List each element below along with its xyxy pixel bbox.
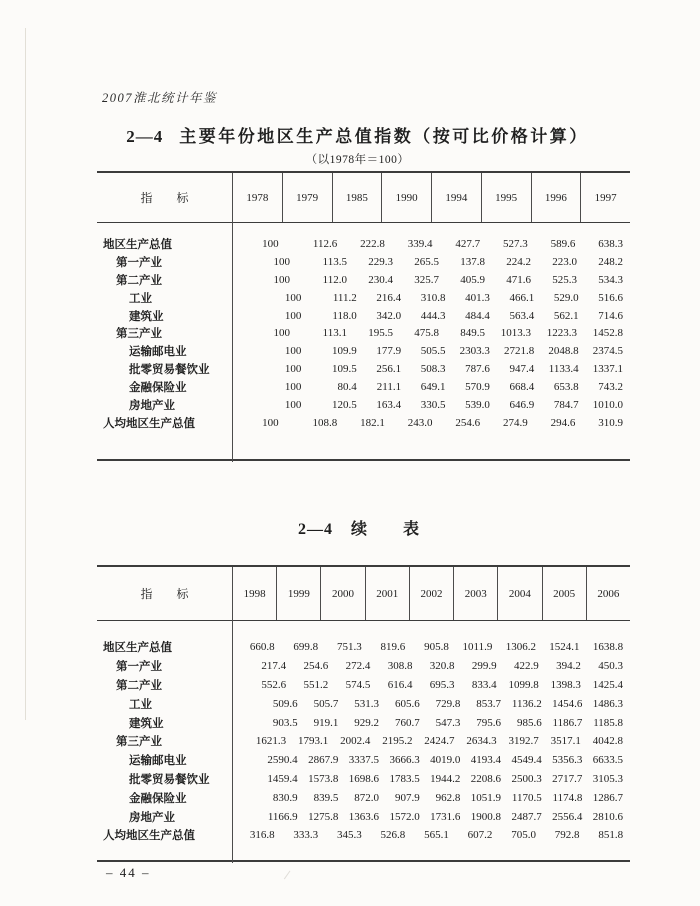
value-cell: 229.3 [368, 255, 393, 268]
value-cell: 607.2 [467, 829, 493, 842]
value-cell: 2867.9 [308, 754, 339, 767]
value-cell: 444.3 [420, 309, 446, 322]
value-cell: 5356.3 [552, 754, 583, 767]
table-row [97, 826, 630, 845]
value-cell: 3192.7 [508, 735, 539, 748]
row-label: 第三产业 [116, 328, 162, 341]
year-column-header: 2005 [542, 567, 586, 620]
value-cell: 1783.5 [389, 772, 420, 785]
value-cell: 505.5 [420, 345, 446, 358]
value-cell: 695.3 [429, 678, 455, 691]
value-cell: 394.2 [556, 660, 581, 673]
scan-edge-line [25, 28, 26, 720]
value-cell: 516.6 [598, 291, 623, 304]
value-cell: 1621.3 [255, 735, 287, 748]
year-column-header: 2002 [409, 567, 453, 620]
row-label: 金融保险业 [129, 382, 187, 395]
value-cell: 112.6 [312, 237, 338, 250]
value-cell: 100 [284, 345, 302, 358]
value-cell: 100 [273, 273, 290, 286]
value-cell: 248.2 [598, 255, 623, 268]
year-column-header: 1996 [531, 173, 581, 222]
table1-number: 2—4 [126, 127, 164, 146]
table-body [97, 223, 630, 432]
value-cell: 751.3 [336, 641, 362, 654]
value-cell: 330.5 [420, 398, 446, 411]
table-row [97, 732, 630, 751]
value-cell: 962.8 [435, 791, 461, 804]
value-cell: 310.8 [420, 291, 446, 304]
table-row [97, 324, 630, 342]
value-cell: 2721.8 [504, 345, 535, 358]
year-column-header: 1999 [276, 567, 320, 620]
value-cell: 256.1 [376, 363, 402, 376]
value-cell: 4549.4 [511, 754, 542, 767]
value-cell: 849.5 [460, 327, 485, 340]
value-cell: 1944.2 [430, 772, 461, 785]
year-column-header: 2004 [497, 567, 541, 620]
row-label: 人均地区生产总值 [103, 830, 195, 843]
value-cell: 1454.6 [552, 697, 583, 710]
value-cell: 699.8 [293, 641, 319, 654]
value-cell: 274.9 [503, 416, 528, 429]
value-cell: 526.8 [380, 829, 406, 842]
value-cell: 405.9 [460, 273, 485, 286]
value-cell: 1698.6 [348, 772, 380, 785]
value-cell: 552.6 [261, 678, 287, 691]
value-cell: 195.5 [368, 327, 393, 340]
value-cell: 795.6 [476, 716, 502, 729]
value-cell: 1900.8 [470, 810, 502, 823]
value-cell: 100 [273, 255, 290, 268]
scan-smudge-mark [284, 871, 296, 884]
value-cell: 616.4 [387, 678, 413, 691]
value-cell: 2195.2 [382, 735, 413, 748]
value-cell: 1185.8 [593, 716, 624, 729]
row-label: 工业 [129, 698, 152, 711]
value-cell: 6633.5 [592, 754, 624, 767]
value-cell: 985.6 [516, 716, 542, 729]
table1-title-text: 主要年份地区生产总值指数（按可比价格计算） [179, 127, 589, 146]
value-cell: 1051.9 [470, 791, 502, 804]
stub-header: 指 标 [140, 191, 189, 205]
value-cell: 100 [284, 398, 302, 411]
row-label: 建筑业 [129, 717, 164, 730]
value-cell: 851.8 [598, 829, 624, 842]
value-cell: 484.4 [465, 309, 490, 322]
table-row [97, 360, 630, 378]
value-cell: 853.7 [476, 697, 502, 710]
table-row [97, 253, 630, 271]
value-cell: 308.8 [387, 660, 413, 673]
value-cell: 787.6 [465, 363, 490, 376]
year-column-header: 2006 [586, 567, 630, 620]
value-cell: 222.8 [360, 237, 385, 250]
value-cell: 649.1 [420, 381, 446, 394]
value-cell: 605.6 [394, 697, 420, 710]
value-cell: 243.0 [407, 416, 433, 429]
value-cell: 539.0 [465, 398, 490, 411]
value-cell: 4193.4 [470, 754, 502, 767]
year-column-header: 1995 [481, 173, 531, 222]
value-cell: 505.7 [313, 697, 339, 710]
value-cell: 80.4 [337, 381, 357, 394]
gdp-index-table-1998-2006 [97, 565, 630, 862]
value-cell: 2002.4 [340, 735, 371, 748]
table-row [97, 676, 630, 695]
table-row [97, 396, 630, 414]
value-cell: 1011.9 [462, 641, 493, 654]
value-cell: 1363.6 [348, 810, 380, 823]
value-cell: 1010.0 [592, 398, 623, 411]
row-label: 第一产业 [116, 661, 162, 674]
value-cell: 1572.0 [389, 810, 420, 823]
value-cell: 108.8 [312, 416, 338, 429]
value-cell: 1306.2 [505, 641, 536, 654]
value-cell: 2424.7 [424, 735, 455, 748]
table-row [97, 235, 630, 253]
year-column-header: 1985 [332, 173, 382, 222]
value-cell: 1170.5 [511, 791, 542, 804]
value-cell: 120.5 [332, 398, 357, 411]
row-label: 地区生产总值 [103, 642, 172, 655]
value-cell: 508.3 [420, 363, 446, 376]
value-cell: 342.0 [376, 309, 402, 322]
value-cell: 100 [273, 327, 290, 340]
value-cell: 113.5 [322, 255, 347, 268]
value-cell: 760.7 [394, 716, 420, 729]
value-cell: 3337.5 [348, 754, 380, 767]
value-cell: 565.1 [424, 829, 449, 842]
value-cell: 705.0 [511, 829, 536, 842]
value-cell: 660.8 [249, 641, 275, 654]
value-cell: 224.2 [506, 255, 531, 268]
value-cell: 223.0 [552, 255, 577, 268]
value-cell: 294.6 [550, 416, 576, 429]
value-cell: 1286.7 [592, 791, 624, 804]
row-label: 地区生产总值 [103, 238, 172, 251]
table2-title-text: 续 表 [350, 521, 429, 538]
stub-header: 指 标 [140, 587, 189, 601]
value-cell: 872.0 [354, 791, 380, 804]
value-cell: 2303.3 [459, 345, 490, 358]
value-cell: 653.8 [553, 381, 579, 394]
value-cell: 137.8 [460, 255, 485, 268]
page-number: – 44 – [106, 865, 151, 880]
value-cell: 100 [262, 237, 279, 250]
table1-subtitle: （以1978年＝100） [305, 154, 410, 166]
value-cell: 333.3 [293, 829, 319, 842]
value-cell: 714.6 [598, 309, 623, 322]
value-cell: 525.3 [552, 273, 577, 286]
value-cell: 638.3 [598, 237, 623, 250]
value-cell: 272.4 [345, 660, 371, 673]
value-cell: 2048.8 [548, 345, 579, 358]
value-cell: 2208.6 [470, 772, 502, 785]
table-row [97, 378, 630, 396]
value-cell: 230.4 [368, 273, 393, 286]
value-cell: 4042.8 [592, 735, 623, 748]
value-cell: 3666.3 [389, 754, 420, 767]
value-cell: 1398.3 [550, 678, 581, 691]
value-cell: 1099.8 [508, 678, 539, 691]
value-cell: 2634.3 [466, 735, 497, 748]
value-cell: 907.9 [394, 791, 420, 804]
year-column-header: 2000 [320, 567, 364, 620]
value-cell: 100 [284, 291, 302, 304]
value-cell: 1731.6 [430, 810, 461, 823]
value-cell: 310.9 [598, 416, 623, 429]
value-cell: 100 [262, 416, 279, 429]
value-cell: 339.4 [407, 237, 433, 250]
value-cell: 1524.1 [549, 641, 580, 654]
value-cell: 947.4 [509, 363, 535, 376]
row-label: 运输邮电业 [129, 346, 187, 359]
table-row [97, 414, 630, 432]
row-label: 第一产业 [116, 256, 162, 269]
value-cell: 1638.8 [592, 641, 624, 654]
table-row [97, 713, 630, 732]
year-column-header: 1994 [431, 173, 481, 222]
value-cell: 471.6 [506, 273, 531, 286]
value-cell: 111.2 [332, 291, 357, 304]
row-label: 工业 [129, 292, 152, 305]
gdp-index-table-1978-1997 [97, 171, 630, 461]
value-cell: 345.3 [336, 829, 362, 842]
table-row [97, 807, 630, 826]
table-row [97, 788, 630, 807]
table-row [97, 307, 630, 325]
value-cell: 100 [284, 309, 302, 322]
value-cell: 1174.8 [552, 791, 583, 804]
value-cell: 1486.3 [592, 697, 624, 710]
value-cell: 509.6 [272, 697, 298, 710]
value-cell: 1133.4 [548, 363, 579, 376]
value-cell: 570.9 [465, 381, 490, 394]
value-cell: 668.4 [509, 381, 535, 394]
table2-title [97, 516, 630, 539]
value-cell: 1425.4 [592, 678, 623, 691]
year-column-header: 1997 [580, 173, 630, 222]
value-cell: 1337.1 [592, 363, 623, 376]
value-cell: 316.8 [249, 829, 275, 842]
value-cell: 325.7 [414, 273, 439, 286]
value-cell: 427.7 [455, 237, 481, 250]
value-cell: 422.9 [514, 660, 539, 673]
value-cell: 1452.8 [592, 327, 623, 340]
value-cell: 903.5 [272, 716, 298, 729]
row-label: 第二产业 [116, 274, 162, 287]
value-cell: 109.9 [332, 345, 357, 358]
row-label: 房地产业 [129, 811, 175, 824]
year-column-header: 1998 [232, 567, 276, 620]
value-cell: 729.8 [435, 697, 461, 710]
value-cell: 743.2 [598, 381, 623, 394]
value-cell: 100 [284, 381, 302, 394]
year-column-header: 1979 [282, 173, 332, 222]
table-row [97, 289, 630, 307]
value-cell: 254.6 [455, 416, 481, 429]
value-cell: 216.4 [376, 291, 402, 304]
value-cell: 1573.8 [308, 772, 339, 785]
value-cell: 177.9 [376, 345, 402, 358]
table-row [97, 657, 630, 676]
year-column-header: 2001 [365, 567, 409, 620]
value-cell: 3105.3 [592, 772, 624, 785]
table-header-row [97, 567, 630, 621]
value-cell: 784.7 [553, 398, 579, 411]
value-cell: 2590.4 [267, 754, 298, 767]
value-cell: 254.6 [303, 660, 329, 673]
table-row [97, 751, 630, 770]
row-label: 人均地区生产总值 [103, 417, 195, 430]
value-cell: 217.4 [261, 660, 287, 673]
value-cell: 299.9 [471, 660, 497, 673]
value-cell: 1136.2 [511, 697, 542, 710]
row-label: 运输邮电业 [129, 755, 187, 768]
value-cell: 929.2 [354, 716, 380, 729]
row-label: 房地产业 [129, 399, 175, 412]
value-cell: 905.8 [424, 641, 449, 654]
table-row [97, 694, 630, 713]
value-cell: 529.0 [553, 291, 579, 304]
value-cell: 466.1 [509, 291, 535, 304]
value-cell: 527.3 [503, 237, 528, 250]
value-cell: 819.6 [380, 641, 406, 654]
value-cell: 1186.7 [552, 716, 583, 729]
table2-number: 2—4 [297, 521, 333, 538]
value-cell: 109.5 [332, 363, 357, 376]
value-cell: 534.3 [598, 273, 623, 286]
table-row [97, 770, 630, 789]
table1-title [85, 122, 630, 147]
value-cell: 265.5 [414, 255, 439, 268]
value-cell: 562.1 [553, 309, 579, 322]
value-cell: 163.4 [376, 398, 402, 411]
table-header-row [97, 173, 630, 223]
year-column-header: 1990 [381, 173, 431, 222]
value-cell: 4019.0 [430, 754, 461, 767]
value-cell: 211.1 [376, 381, 402, 394]
running-header: 2007淮北统计年鉴 [102, 91, 218, 105]
value-cell: 401.3 [465, 291, 490, 304]
value-cell: 919.1 [313, 716, 339, 729]
value-cell: 589.6 [550, 237, 576, 250]
value-cell: 547.3 [435, 716, 461, 729]
value-cell: 792.8 [554, 829, 580, 842]
value-cell: 1793.1 [297, 735, 329, 748]
value-cell: 563.4 [509, 309, 535, 322]
value-cell: 551.2 [303, 678, 329, 691]
value-cell: 182.1 [360, 416, 385, 429]
value-cell: 1013.3 [500, 327, 531, 340]
value-cell: 1459.4 [267, 772, 298, 785]
value-cell: 1223.3 [546, 327, 577, 340]
row-label: 批零贸易餐饮业 [129, 773, 210, 786]
year-column-header: 2003 [453, 567, 497, 620]
value-cell: 646.9 [509, 398, 535, 411]
row-label: 第二产业 [116, 679, 162, 692]
value-cell: 113.1 [322, 327, 347, 340]
value-cell: 1275.8 [308, 810, 339, 823]
row-label: 第三产业 [116, 736, 162, 749]
value-cell: 2374.5 [592, 345, 623, 358]
value-cell: 475.8 [414, 327, 439, 340]
value-cell: 839.5 [313, 791, 339, 804]
row-label: 建筑业 [129, 310, 164, 323]
value-cell: 3517.1 [550, 735, 581, 748]
value-cell: 118.0 [332, 309, 357, 322]
value-cell: 100 [284, 363, 302, 376]
value-cell: 2717.7 [552, 772, 583, 785]
row-label: 批零贸易餐饮业 [129, 364, 210, 377]
value-cell: 830.9 [272, 791, 298, 804]
value-cell: 2556.4 [552, 810, 583, 823]
row-label: 金融保险业 [129, 792, 187, 805]
value-cell: 2810.6 [592, 810, 624, 823]
value-cell: 2487.7 [511, 810, 542, 823]
table-row [97, 342, 630, 360]
year-column-header: 1978 [232, 173, 282, 222]
value-cell: 320.8 [429, 660, 455, 673]
value-cell: 2500.3 [511, 772, 542, 785]
value-cell: 531.3 [354, 697, 380, 710]
value-cell: 112.0 [322, 273, 347, 286]
value-cell: 1166.9 [267, 810, 298, 823]
value-cell: 833.4 [471, 678, 497, 691]
value-cell: 574.5 [345, 678, 371, 691]
table-body [97, 621, 630, 845]
table-row [97, 271, 630, 289]
value-cell: 450.3 [598, 660, 623, 673]
table-row [97, 638, 630, 657]
